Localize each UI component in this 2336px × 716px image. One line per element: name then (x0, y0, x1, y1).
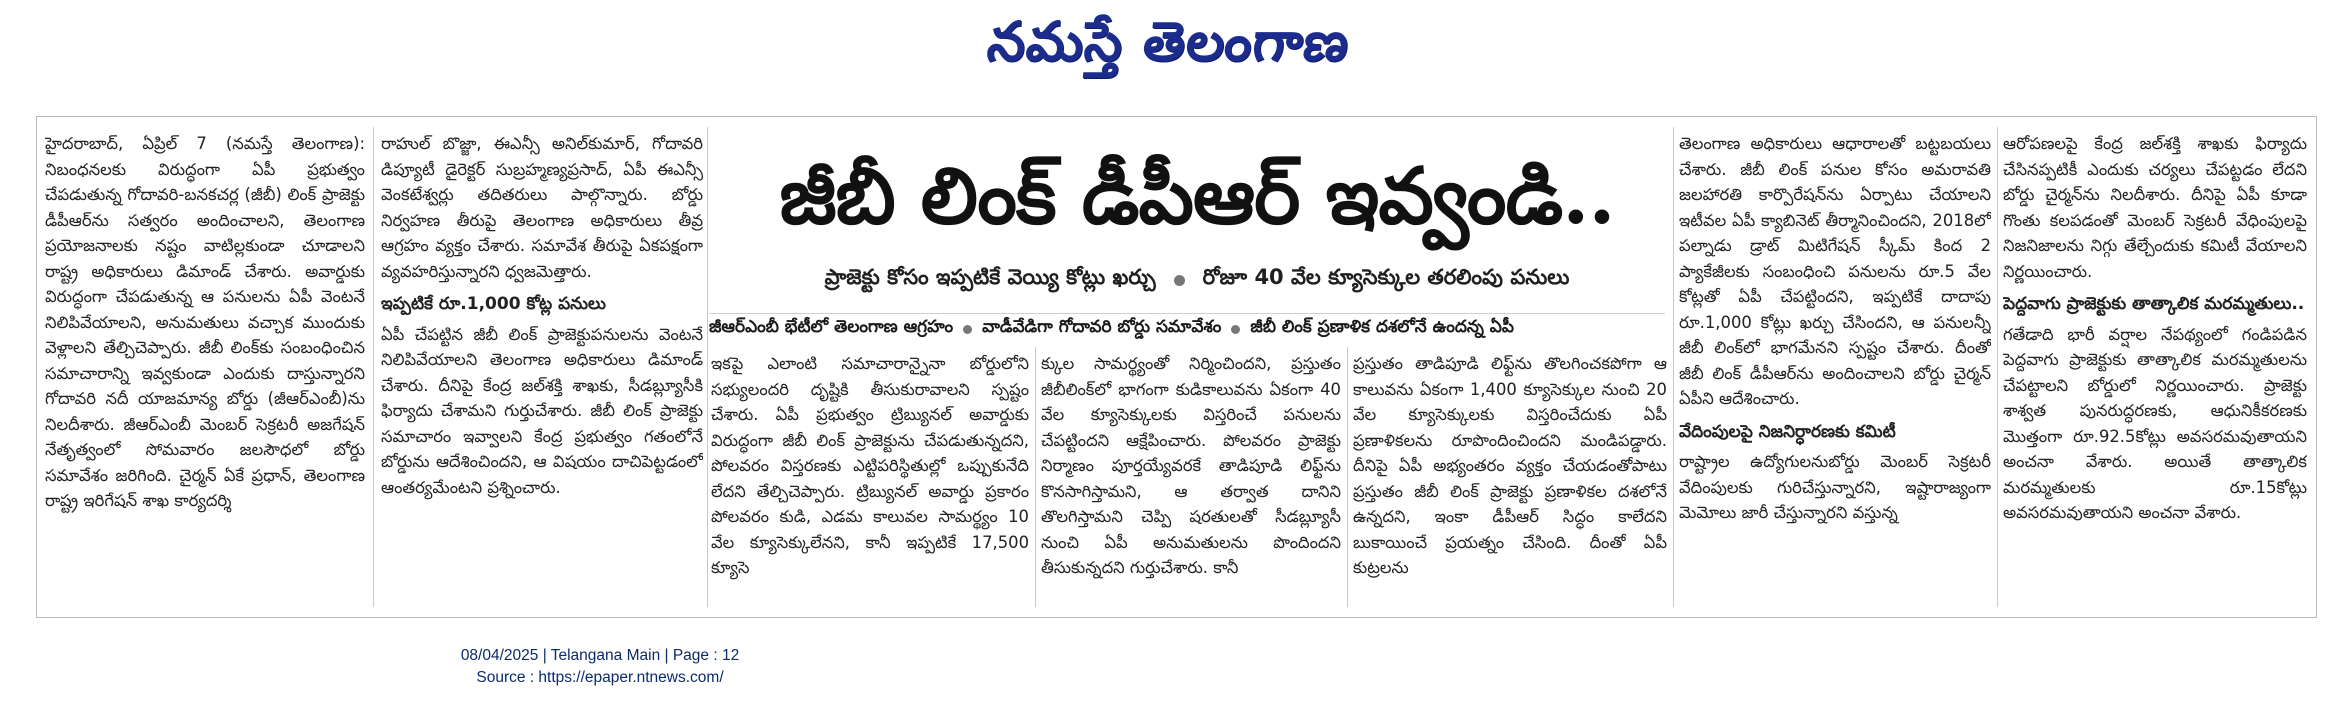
subheading: వేదింపులపై నిజనిర్ధారణకు కమిటీ (1679, 421, 1896, 442)
news-clipping (36, 116, 2317, 618)
deck-line: రోజూ 40 వేల క్యూసెక్కుల తరలింపు పనులు (1202, 265, 1570, 289)
sub-deck (737, 265, 1657, 295)
column-divider (1035, 347, 1036, 607)
newspaper-logo: నమస్తే తెలంగాణ (984, 9, 1353, 73)
article-text: ఇకపై ఎలాంటి సమాచారాన్నైనా బోర్డులోని సభ్యులందరి దృష్టికి తీసుకురావాలని స్పష్టం చేశారు. ఏపీ ప్రభుత్వం ట్రిబ్యునల్ అవార్డుకు విరుద్ధంగా జీబీ లింక్ ప్రాజెక్టును చేపడుతున్నదని, పోలవరం విస్తరణకు ఎట్టిపరిస్థితుల్లో ఒప్పుకునేది లేదని తేల్చిచెప్పారు. ట్రిబ్యునల్ అవార్డు ప్రకారం పోలవరం కుడి, ఎడమ కాలువల సామర్థ్యం 10 వేల క్యూసెక్కులేనని, కానీ ఇప్పటికే 17,500 క్యూసె (711, 354, 1029, 577)
article-column-2 (381, 131, 703, 613)
column-divider (707, 127, 708, 607)
bullet-icon (1174, 275, 1185, 286)
article-text: రాష్ట్రాల ఉద్యోగులనుబోర్డు మెంబర్ సెక్రటరీ వేదింపులకు గురిచేస్తున్నారని, ఇష్టారాజ్యంగా మెమోలు జారీ చేస్తున్నారని వస్తున్న (1679, 452, 1991, 522)
article-column-3 (711, 351, 1029, 613)
bullet-icon (1231, 325, 1240, 334)
strap-heading: జీబీ లింక్ ప్రణాళిక దశలోనే ఉందన్న ఏపీ (1250, 317, 1514, 337)
subheading: పెద్దవాగు ప్రాజెక్టుకు తాత్కాలిక మరమ్మతులు.. (2003, 294, 2305, 314)
article-column-1 (45, 131, 365, 613)
strap-heading: జీఆర్ఎంబీ భేటీలో తెలంగాణ ఆగ్రహం (709, 317, 954, 337)
column-divider (1347, 347, 1348, 607)
article-text: గతేడాది భారీ వర్షాల నేపథ్యంలో గండిపడిన పెద్దవాగు ప్రాజెక్టుకు తాత్కాలిక మరమ్మతులను చేపట్టాలని బోర్డులో నిర్ణయించారు. ప్రాజెక్టు శాశ్వత పునరుద్ధరణకు, ఆధునికీకరణకు మొత్తంగా రూ.92.5కోట్లు అవసరమవుతాయని అంచనా వేశారు. అయితే తాత్కాలిక మరమ్మతులకు రూ.15కోట్లు అవసరమవుతాయని అంచనా వేశారు. (2003, 324, 2307, 522)
article-column-7 (2003, 131, 2307, 613)
article-text: క్కుల సామర్థ్యంతో నిర్మించిందని, ప్రస్తుతం జీబీలింక్‌లో భాగంగా కుడికాలువను ఏకంగా 40 వేల క్యూసెక్కులకు విస్తరించే పనులను చేపట్టిందని ఆక్షేపించారు. పోలవరం ప్రాజెక్టు నిర్మాణం పూర్తయ్యేవరకే తాడిపూడి లిఫ్ట్‌ను కొనసాగిస్తామని, ఆ తర్వాత దానిని తొలగిస్తామని చెప్పి షరతులతో సీడబ్ల్యూసీ నుంచి ఏపీ అనుమతులను పొందిందని తీసుకున్నదని గుర్తుచేశారు. కానీ (1041, 354, 1341, 577)
article-text: ఏపీ చేపట్టిన జీబీ లింక్ ప్రాజెక్టుపనులను వెంటనే నిలిపివేయాలని తెలంగాణ అధికారులు డిమాండ్ చేశారు. దీనిపై కేంద్ర జల్‌శక్తి శాఖకు, సీడబ్ల్యూసీకి ఫిర్యాదు చేశామని గుర్తుచేశారు. జీబీ లింక్ ప్రాజెక్టు సమాచారం ఇవ్వాలని కేంద్ర ప్రభుత్వం గతంలోనే బోర్డును ఆదేశించిందని, ఆ విషయం దాచిపెట్టడంలో ఆంతర్యమేంటని ప్రశ్నించారు. (381, 324, 703, 497)
strap-heading: వాడీవేడిగా గోదావరి బోర్డు సమావేశం (982, 317, 1222, 337)
bullet-icon (963, 325, 972, 334)
clip-caption (0, 645, 1200, 689)
article-text: రాహుల్ బొజ్జా, ఈఎన్సీ అనిల్‌కుమార్, గోదావరి డిప్యూటీ డైరెక్టర్ సుబ్రహ్మణ్యప్రసాద్, ఏపీ ఈఎన్సీ వెంకటేశ్వర్లు తదితరులు పాల్గొన్నారు. బోర్డు నిర్వహణ తీరుపై తెలంగాణ అధికారులు తీవ్ర ఆగ్రహం వ్యక్తం చేశారు. సమావేశ తీరుపై ఏకపక్షంగా వ్యవహరిస్తున్నారని ధ్వజమెత్తారు. (381, 134, 703, 281)
article-text: హైదరాబాద్, ఏప్రిల్ 7 (నమస్తే తెలంగాణ): నిబంధనలకు విరుద్ధంగా ఏపీ ప్రభుత్వం చేపడుతున్న గోదావరి-బనకచర్ల (జీబీ) లింక్ ప్రాజెక్టు డీపీఆర్‌ను సత్వరం అందించాలని, తెలంగాణ ప్రయోజనాలకు నష్టం వాటిల్లకుండా చూడాలని రాష్ట్ర అధికారులు డిమాండ్ చేశారు. అవార్డుకు విరుద్ధంగా చేపడుతున్న ఆ పనులను ఏపీ వెంటనే నిలిపివేయాలని, అనుమతులు వచ్చాక ముందుకు వెళ్లాలని తేల్చిచెప్పారు. జీబీ లింక్‌కు సంబంధించిన సమాచారాన్ని ఇవ్వకుండా ఎందుకు దాస్తున్నారని గోదావరి నదీ యాజమాన్య బోర్డు (జీఆర్ఎంబీ)ను నిలదీశారు. జీఆర్ఎంబీ మెంబర్ సెక్రటరీ అజగేషన్ నేతృత్వంలో సోమవారం జలసౌధలో బోర్డు సమావేశం జరిగింది. చైర్మన్ ఏకే ప్రధాన్, తెలంగాణ రాష్ట్ర ఇరిగేషన్ శాఖ కార్యదర్శి (45, 134, 365, 510)
article-text: ప్రస్తుతం తాడిపూడి లిఫ్ట్‌ను తొలగించకపోగా ఆ కాలువను ఏకంగా 1,400 క్యూసెక్కుల నుంచి 20 వేల క్యూసెక్కులకు విస్తరించేదుకు ఏపీ ప్రణాళికలను రూపొందించిందని మండిపడ్డారు. దీనిపై ఏపీ అభ్యంతరం వ్యక్తం చేయడంతోపాటు ప్రస్తుతం జీబీ లింక్ ప్రాజెక్టు ప్రణాళికల దశలోనే ఉన్నదని, ఇంకా డీపీఆర్ సిద్ధం కాలేదని బుకాయించే ప్రయత్నం చేసింది. దీంతో ఏపీ కుట్రలను (1353, 354, 1667, 577)
clip-date-line: 08/04/2025 | Telangana Main | Page : 12 (460, 647, 740, 664)
article-text: తెలంగాణ అధికారులు ఆధారాలతో బట్టబయలు చేశారు. జీబీ లింక్ పనుల కోసం అమరావతి జలహారతి కార్పొరేషన్‌ను ఏర్పాటు చేయాలని ఇటీవల ఏపీ క్యాబినెట్ తీర్మానించిందని, 2018లో పల్నాడు డ్రాట్ మిటిగేషన్ స్కీమ్ కింద 2 ప్యాకేజీలకు సంబంధించి పనులను రూ.5 వేల కోట్లతో ఏపీ చేపట్టిందని, ఇప్పటికే దాదాపు రూ.1,000 కోట్లు ఖర్చు చేసిందని, ఆ పనులన్నీ జీబీ లింక్‌లో భాగమేనని స్పష్టం చేశారు. దీంతో జీబీ లింక్ డీపీఆర్‌ను అందించాలని బోర్డు చైర్మన్ ఏపీని ఆదేశించారు. (1679, 134, 1991, 408)
headline: జీబీ లింక్ డీపీఆర్ ఇవ్వండి.. (779, 151, 1615, 242)
article-text: ఆరోపణలపై కేంద్ర జల్‌శక్తి శాఖకు ఫిర్యాదు చేసినప్పటికీ ఎందుకు చర్యలు చేపట్టడం లేదని బోర్డు చైర్మన్‌ను నిలదీశారు. దీనిపై ఏపీ కూడా గొంతు కలపడంతో మెంబర్ సెక్రటరీ వేధింపులపై నిజనిజాలను నిగ్గు తేల్చేందుకు కమిటీ వేయాలని నిర్ణయించారు. (2003, 134, 2307, 281)
strap-row (709, 313, 1665, 344)
article-column-5 (1353, 351, 1667, 613)
article-column-6 (1679, 131, 1991, 613)
column-divider (1997, 127, 1998, 607)
subheading: ఇప్పటికే రూ.1,000 కోట్ల పనులు (381, 294, 606, 314)
article-column-4 (1041, 351, 1341, 613)
column-divider (373, 127, 374, 607)
clip-source-line: Source : https://epaper.ntnews.com/ (476, 669, 724, 686)
column-divider (1673, 127, 1674, 607)
deck-line: ప్రాజెక్టు కోసం ఇప్పటికే వెయ్యి కోట్లు ఖర్చు (824, 265, 1156, 289)
masthead (0, 0, 2336, 96)
